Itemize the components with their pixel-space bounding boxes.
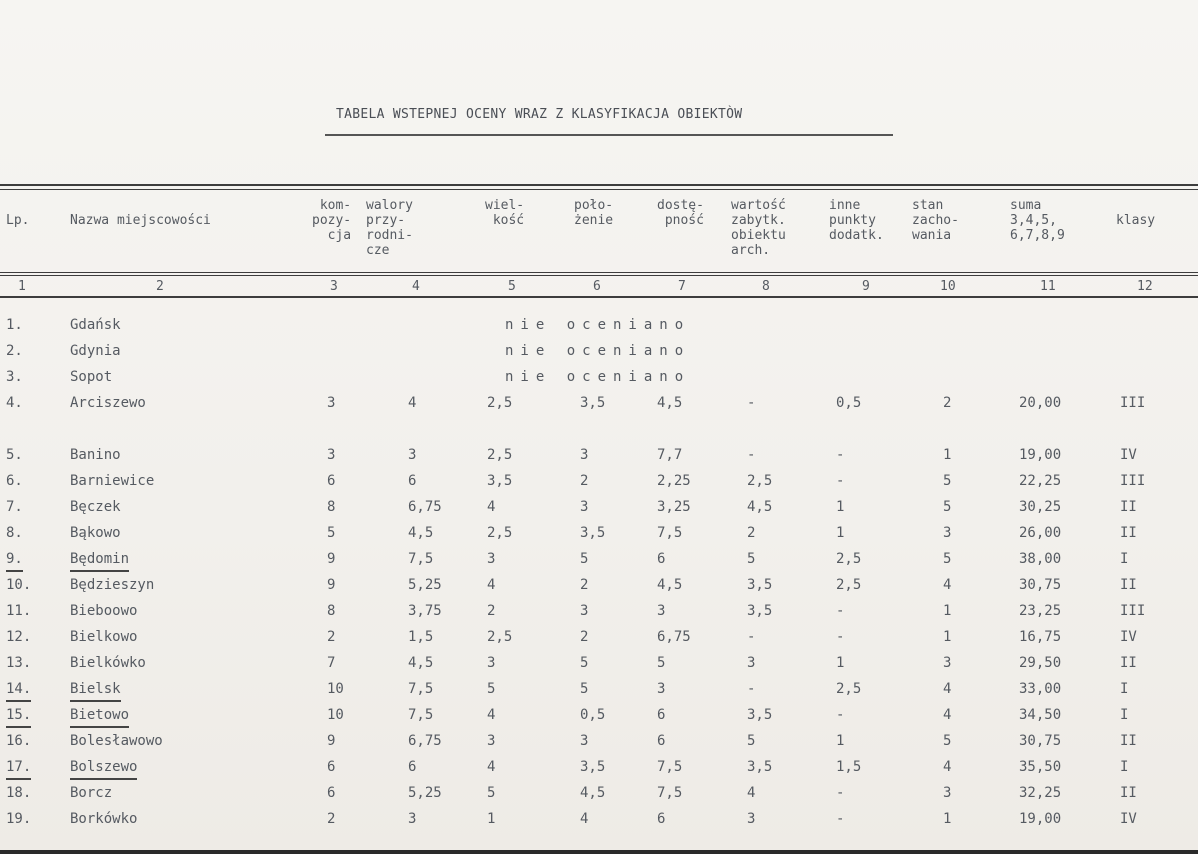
cell-lp: 12.: [6, 629, 32, 645]
cell-monument-value: 3,5: [747, 707, 773, 723]
cell-composition: 9: [327, 733, 336, 749]
cell-class: IV: [1120, 629, 1137, 645]
cell-sum: 34,50: [1019, 707, 1062, 723]
cell-place-name: Bęczek: [70, 499, 121, 515]
cell-class: III: [1120, 603, 1146, 619]
cell-monument-value: 4,5: [747, 499, 773, 515]
cell-extra-points: -: [836, 707, 845, 723]
cell-accessibility: 3: [657, 681, 666, 697]
cell-class: IV: [1120, 811, 1137, 827]
cell-natural-values: 3: [408, 811, 417, 827]
cell-place-name: Borkówko: [70, 811, 138, 827]
cell-class: III: [1120, 395, 1146, 411]
cell-class: I: [1120, 759, 1129, 775]
cell-sum: 30,25: [1019, 499, 1062, 515]
cell-composition: 5: [327, 525, 336, 541]
header-condition: stan zacho- wania: [912, 198, 959, 243]
cell-composition: 7: [327, 655, 336, 671]
cell-lp: 5.: [6, 447, 23, 463]
cell-place-name: Bielkowo: [70, 629, 138, 645]
cell-condition: 3: [943, 655, 952, 671]
cell-lp: 8.: [6, 525, 23, 541]
table-row: [0, 497, 1198, 523]
cell-extra-points: 1,5: [836, 759, 862, 775]
not-rated-note: nie oceniano: [505, 369, 691, 385]
table-row: [0, 783, 1198, 809]
cell-accessibility: 3,25: [657, 499, 691, 515]
table-row: [0, 705, 1198, 731]
cell-accessibility: 6: [657, 811, 666, 827]
cell-accessibility: 4,5: [657, 577, 683, 593]
cell-accessibility: 7,5: [657, 759, 683, 775]
cell-place-name: Barniewice: [70, 473, 155, 489]
table-row: [0, 731, 1198, 757]
table-row: [0, 809, 1198, 835]
cell-composition: 6: [327, 759, 336, 775]
cell-lp: 4.: [6, 395, 23, 411]
cell-extra-points: 2,5: [836, 551, 862, 567]
header-rule-2: [0, 275, 1198, 276]
cell-extra-points: -: [836, 811, 845, 827]
cell-monument-value: 4: [747, 785, 756, 801]
cell-place-name: Arciszewo: [70, 395, 146, 411]
cell-natural-values: 6: [408, 759, 417, 775]
table-top-rule-2: [0, 189, 1198, 190]
column-number: 7: [678, 279, 686, 294]
cell-location: 3: [580, 499, 589, 515]
cell-sum: 20,00: [1019, 395, 1062, 411]
cell-accessibility: 7,5: [657, 785, 683, 801]
cell-natural-values: 1,5: [408, 629, 434, 645]
column-number-rule: [0, 296, 1198, 298]
cell-sum: 32,25: [1019, 785, 1062, 801]
cell-condition: 1: [943, 603, 952, 619]
cell-composition: 8: [327, 603, 336, 619]
table-row: [0, 601, 1198, 627]
cell-lp: 18.: [6, 785, 32, 801]
cell-size: 3: [487, 733, 496, 749]
cell-accessibility: 4,5: [657, 395, 683, 411]
cell-size: 3: [487, 551, 496, 567]
cell-sum: 26,00: [1019, 525, 1062, 541]
table-row: [0, 315, 1198, 341]
cell-natural-values: 6,75: [408, 733, 442, 749]
cell-accessibility: 3: [657, 603, 666, 619]
table-row: [0, 523, 1198, 549]
cell-size: 3,5: [487, 473, 513, 489]
cell-class: I: [1120, 551, 1129, 567]
cell-condition: 1: [943, 811, 952, 827]
cell-location: 5: [580, 655, 589, 671]
table-row: [0, 549, 1198, 575]
header-class: klasy: [1116, 213, 1156, 228]
cell-monument-value: 2,5: [747, 473, 773, 489]
cell-composition: 9: [327, 577, 336, 593]
cell-lp: 10.: [6, 577, 32, 593]
cell-composition: 8: [327, 499, 336, 515]
cell-size: 4: [487, 577, 496, 593]
cell-size: 4: [487, 759, 496, 775]
cell-place-name: Borcz: [70, 785, 113, 801]
cell-monument-value: -: [747, 629, 756, 645]
cell-location: 3: [580, 733, 589, 749]
header-size: wiel- kość: [485, 198, 525, 228]
cell-place-name: Sopot: [70, 369, 113, 385]
header-sum: suma 3,4,5, 6,7,8,9: [1010, 198, 1065, 243]
cell-condition: 2: [943, 395, 952, 411]
cell-accessibility: 6,75: [657, 629, 691, 645]
cell-condition: 5: [943, 733, 952, 749]
cell-lp: 13.: [6, 655, 32, 671]
cell-sum: 16,75: [1019, 629, 1062, 645]
cell-place-name: Bieboowo: [70, 603, 138, 619]
cell-location: 2: [580, 473, 589, 489]
cell-sum: 23,25: [1019, 603, 1062, 619]
cell-composition: 6: [327, 785, 336, 801]
cell-class: II: [1120, 577, 1137, 593]
cell-size: 2: [487, 603, 496, 619]
cell-place-name: Gdańsk: [70, 317, 121, 333]
header-accessibility: dostę- pność: [657, 198, 704, 228]
header-extra-points: inne punkty dodatk.: [829, 198, 884, 243]
cell-size: 3: [487, 655, 496, 671]
cell-monument-value: 3,5: [747, 577, 773, 593]
cell-class: II: [1120, 785, 1137, 801]
cell-natural-values: 6,75: [408, 499, 442, 515]
cell-class: I: [1120, 707, 1129, 723]
cell-accessibility: 6: [657, 733, 666, 749]
cell-class: III: [1120, 473, 1146, 489]
cell-extra-points: 2,5: [836, 681, 862, 697]
cell-composition: 9: [327, 551, 336, 567]
cell-lp: 2.: [6, 343, 23, 359]
cell-location: 3: [580, 447, 589, 463]
header-lp: Lp.: [6, 213, 30, 228]
cell-monument-value: -: [747, 447, 756, 463]
column-number: 2: [156, 279, 164, 294]
cell-place-name: Gdynia: [70, 343, 121, 359]
cell-size: 2,5: [487, 447, 513, 463]
cell-monument-value: 3: [747, 655, 756, 671]
cell-monument-value: 2: [747, 525, 756, 541]
cell-location: 3: [580, 603, 589, 619]
cell-place-name: Będzieszyn: [70, 577, 155, 593]
cell-natural-values: 5,25: [408, 785, 442, 801]
cell-sum: 30,75: [1019, 577, 1062, 593]
cell-natural-values: 6: [408, 473, 417, 489]
column-number: 9: [862, 279, 870, 294]
cell-place-name: Bielkówko: [70, 655, 146, 671]
cell-extra-points: 1: [836, 525, 845, 541]
cell-composition: 10: [327, 707, 344, 723]
cell-extra-points: -: [836, 629, 845, 645]
header-monument-value: wartość zabytk. obiektu arch.: [731, 198, 786, 258]
cell-place-name: Banino: [70, 447, 121, 463]
cell-accessibility: 2,25: [657, 473, 691, 489]
cell-lp: 3.: [6, 369, 23, 385]
cell-extra-points: 2,5: [836, 577, 862, 593]
cell-natural-values: 4,5: [408, 525, 434, 541]
cell-location: 3,5: [580, 395, 606, 411]
cell-place-name: Bietowo: [70, 705, 129, 728]
cell-composition: 3: [327, 395, 336, 411]
cell-accessibility: 5: [657, 655, 666, 671]
cell-condition: 5: [943, 499, 952, 515]
cell-size: 4: [487, 707, 496, 723]
table-row: [0, 679, 1198, 705]
cell-natural-values: 4: [408, 395, 417, 411]
column-number: 12: [1137, 279, 1153, 294]
cell-natural-values: 7,5: [408, 551, 434, 567]
table-row: [0, 627, 1198, 653]
table-row: [0, 757, 1198, 783]
cell-class: II: [1120, 525, 1137, 541]
cell-size: 5: [487, 785, 496, 801]
table-row: [0, 341, 1198, 367]
cell-sum: 33,00: [1019, 681, 1062, 697]
cell-extra-points: 0,5: [836, 395, 862, 411]
cell-location: 2: [580, 577, 589, 593]
cell-lp: 19.: [6, 811, 32, 827]
cell-lp: 17.: [6, 757, 31, 780]
cell-class: I: [1120, 681, 1129, 697]
column-number: 10: [940, 279, 956, 294]
cell-sum: 38,00: [1019, 551, 1062, 567]
cell-natural-values: 7,5: [408, 707, 434, 723]
header-composition: kom- pozy- cja: [312, 198, 352, 243]
cell-size: 4: [487, 499, 496, 515]
cell-monument-value: -: [747, 681, 756, 697]
cell-location: 4: [580, 811, 589, 827]
header-natural-values: walory przy- rodni- cze: [366, 198, 413, 258]
cell-condition: 5: [943, 473, 952, 489]
cell-monument-value: 5: [747, 733, 756, 749]
cell-size: 2,5: [487, 629, 513, 645]
header-rule: [0, 272, 1198, 273]
cell-composition: 2: [327, 811, 336, 827]
table-row: [0, 653, 1198, 679]
table-row: [0, 575, 1198, 601]
cell-condition: 3: [943, 785, 952, 801]
column-number: 1: [18, 279, 26, 294]
cell-natural-values: 7,5: [408, 681, 434, 697]
cell-accessibility: 7,7: [657, 447, 683, 463]
cell-extra-points: -: [836, 603, 845, 619]
cell-condition: 3: [943, 525, 952, 541]
cell-natural-values: 4,5: [408, 655, 434, 671]
not-rated-note: nie oceniano: [505, 343, 691, 359]
cell-condition: 4: [943, 707, 952, 723]
cell-class: II: [1120, 733, 1137, 749]
cell-monument-value: 3,5: [747, 759, 773, 775]
not-rated-note: nie oceniano: [505, 317, 691, 333]
cell-sum: 22,25: [1019, 473, 1062, 489]
column-number: 5: [508, 279, 516, 294]
cell-condition: 1: [943, 629, 952, 645]
cell-class: II: [1120, 655, 1137, 671]
column-number: 4: [412, 279, 420, 294]
cell-sum: 19,00: [1019, 811, 1062, 827]
cell-condition: 1: [943, 447, 952, 463]
column-number: 8: [762, 279, 770, 294]
cell-composition: 2: [327, 629, 336, 645]
cell-accessibility: 7,5: [657, 525, 683, 541]
cell-lp: 6.: [6, 473, 23, 489]
cell-condition: 4: [943, 577, 952, 593]
table-row: [0, 445, 1198, 471]
cell-location: 3,5: [580, 759, 606, 775]
header-name: Nazwa miejscowości: [70, 213, 211, 228]
cell-extra-points: -: [836, 785, 845, 801]
table-row: [0, 367, 1198, 393]
cell-lp: 11.: [6, 603, 32, 619]
cell-size: 5: [487, 681, 496, 697]
cell-natural-values: 5,25: [408, 577, 442, 593]
cell-accessibility: 6: [657, 551, 666, 567]
cell-class: II: [1120, 499, 1137, 515]
cell-natural-values: 3: [408, 447, 417, 463]
cell-lp: 15.: [6, 705, 31, 728]
cell-extra-points: 1: [836, 733, 845, 749]
cell-place-name: Bielsk: [70, 679, 121, 702]
column-number: 6: [593, 279, 601, 294]
cell-size: 1: [487, 811, 496, 827]
cell-composition: 3: [327, 447, 336, 463]
table-row: [0, 393, 1198, 419]
table-row: [0, 471, 1198, 497]
cell-extra-points: -: [836, 447, 845, 463]
cell-sum: 29,50: [1019, 655, 1062, 671]
cell-sum: 19,00: [1019, 447, 1062, 463]
cell-condition: 4: [943, 759, 952, 775]
cell-place-name: Bolszewo: [70, 757, 137, 780]
cell-location: 5: [580, 551, 589, 567]
cell-composition: 6: [327, 473, 336, 489]
cell-class: IV: [1120, 447, 1137, 463]
cell-lp: 1.: [6, 317, 23, 333]
cell-location: 5: [580, 681, 589, 697]
cell-location: 0,5: [580, 707, 606, 723]
cell-size: 2,5: [487, 395, 513, 411]
cell-place-name: Będomin: [70, 549, 129, 572]
cell-location: 2: [580, 629, 589, 645]
cell-composition: 10: [327, 681, 344, 697]
cell-lp: 9.: [6, 549, 23, 572]
title-underline: [325, 134, 893, 136]
document-title: TABELA WSTEPNEJ OCENY WRAZ Z KLASYFIKACJA OBIEKTÒW: [336, 107, 743, 122]
cell-extra-points: 1: [836, 655, 845, 671]
cell-lp: 7.: [6, 499, 23, 515]
cell-sum: 35,50: [1019, 759, 1062, 775]
cell-lp: 16.: [6, 733, 32, 749]
cell-monument-value: 3: [747, 811, 756, 827]
cell-extra-points: 1: [836, 499, 845, 515]
header-location: poło- żenie: [574, 198, 614, 228]
cell-accessibility: 6: [657, 707, 666, 723]
cell-monument-value: 3,5: [747, 603, 773, 619]
table-top-rule: [0, 184, 1198, 186]
cell-place-name: Bolesławowo: [70, 733, 163, 749]
page-bottom-edge: [0, 850, 1198, 854]
cell-lp: 14.: [6, 679, 31, 702]
cell-natural-values: 3,75: [408, 603, 442, 619]
column-number: 3: [330, 279, 338, 294]
cell-place-name: Bąkowo: [70, 525, 121, 541]
cell-sum: 30,75: [1019, 733, 1062, 749]
cell-location: 3,5: [580, 525, 606, 541]
cell-extra-points: -: [836, 473, 845, 489]
column-number: 11: [1040, 279, 1056, 294]
cell-size: 2,5: [487, 525, 513, 541]
cell-monument-value: 5: [747, 551, 756, 567]
cell-condition: 4: [943, 681, 952, 697]
cell-condition: 5: [943, 551, 952, 567]
cell-location: 4,5: [580, 785, 606, 801]
cell-monument-value: -: [747, 395, 756, 411]
